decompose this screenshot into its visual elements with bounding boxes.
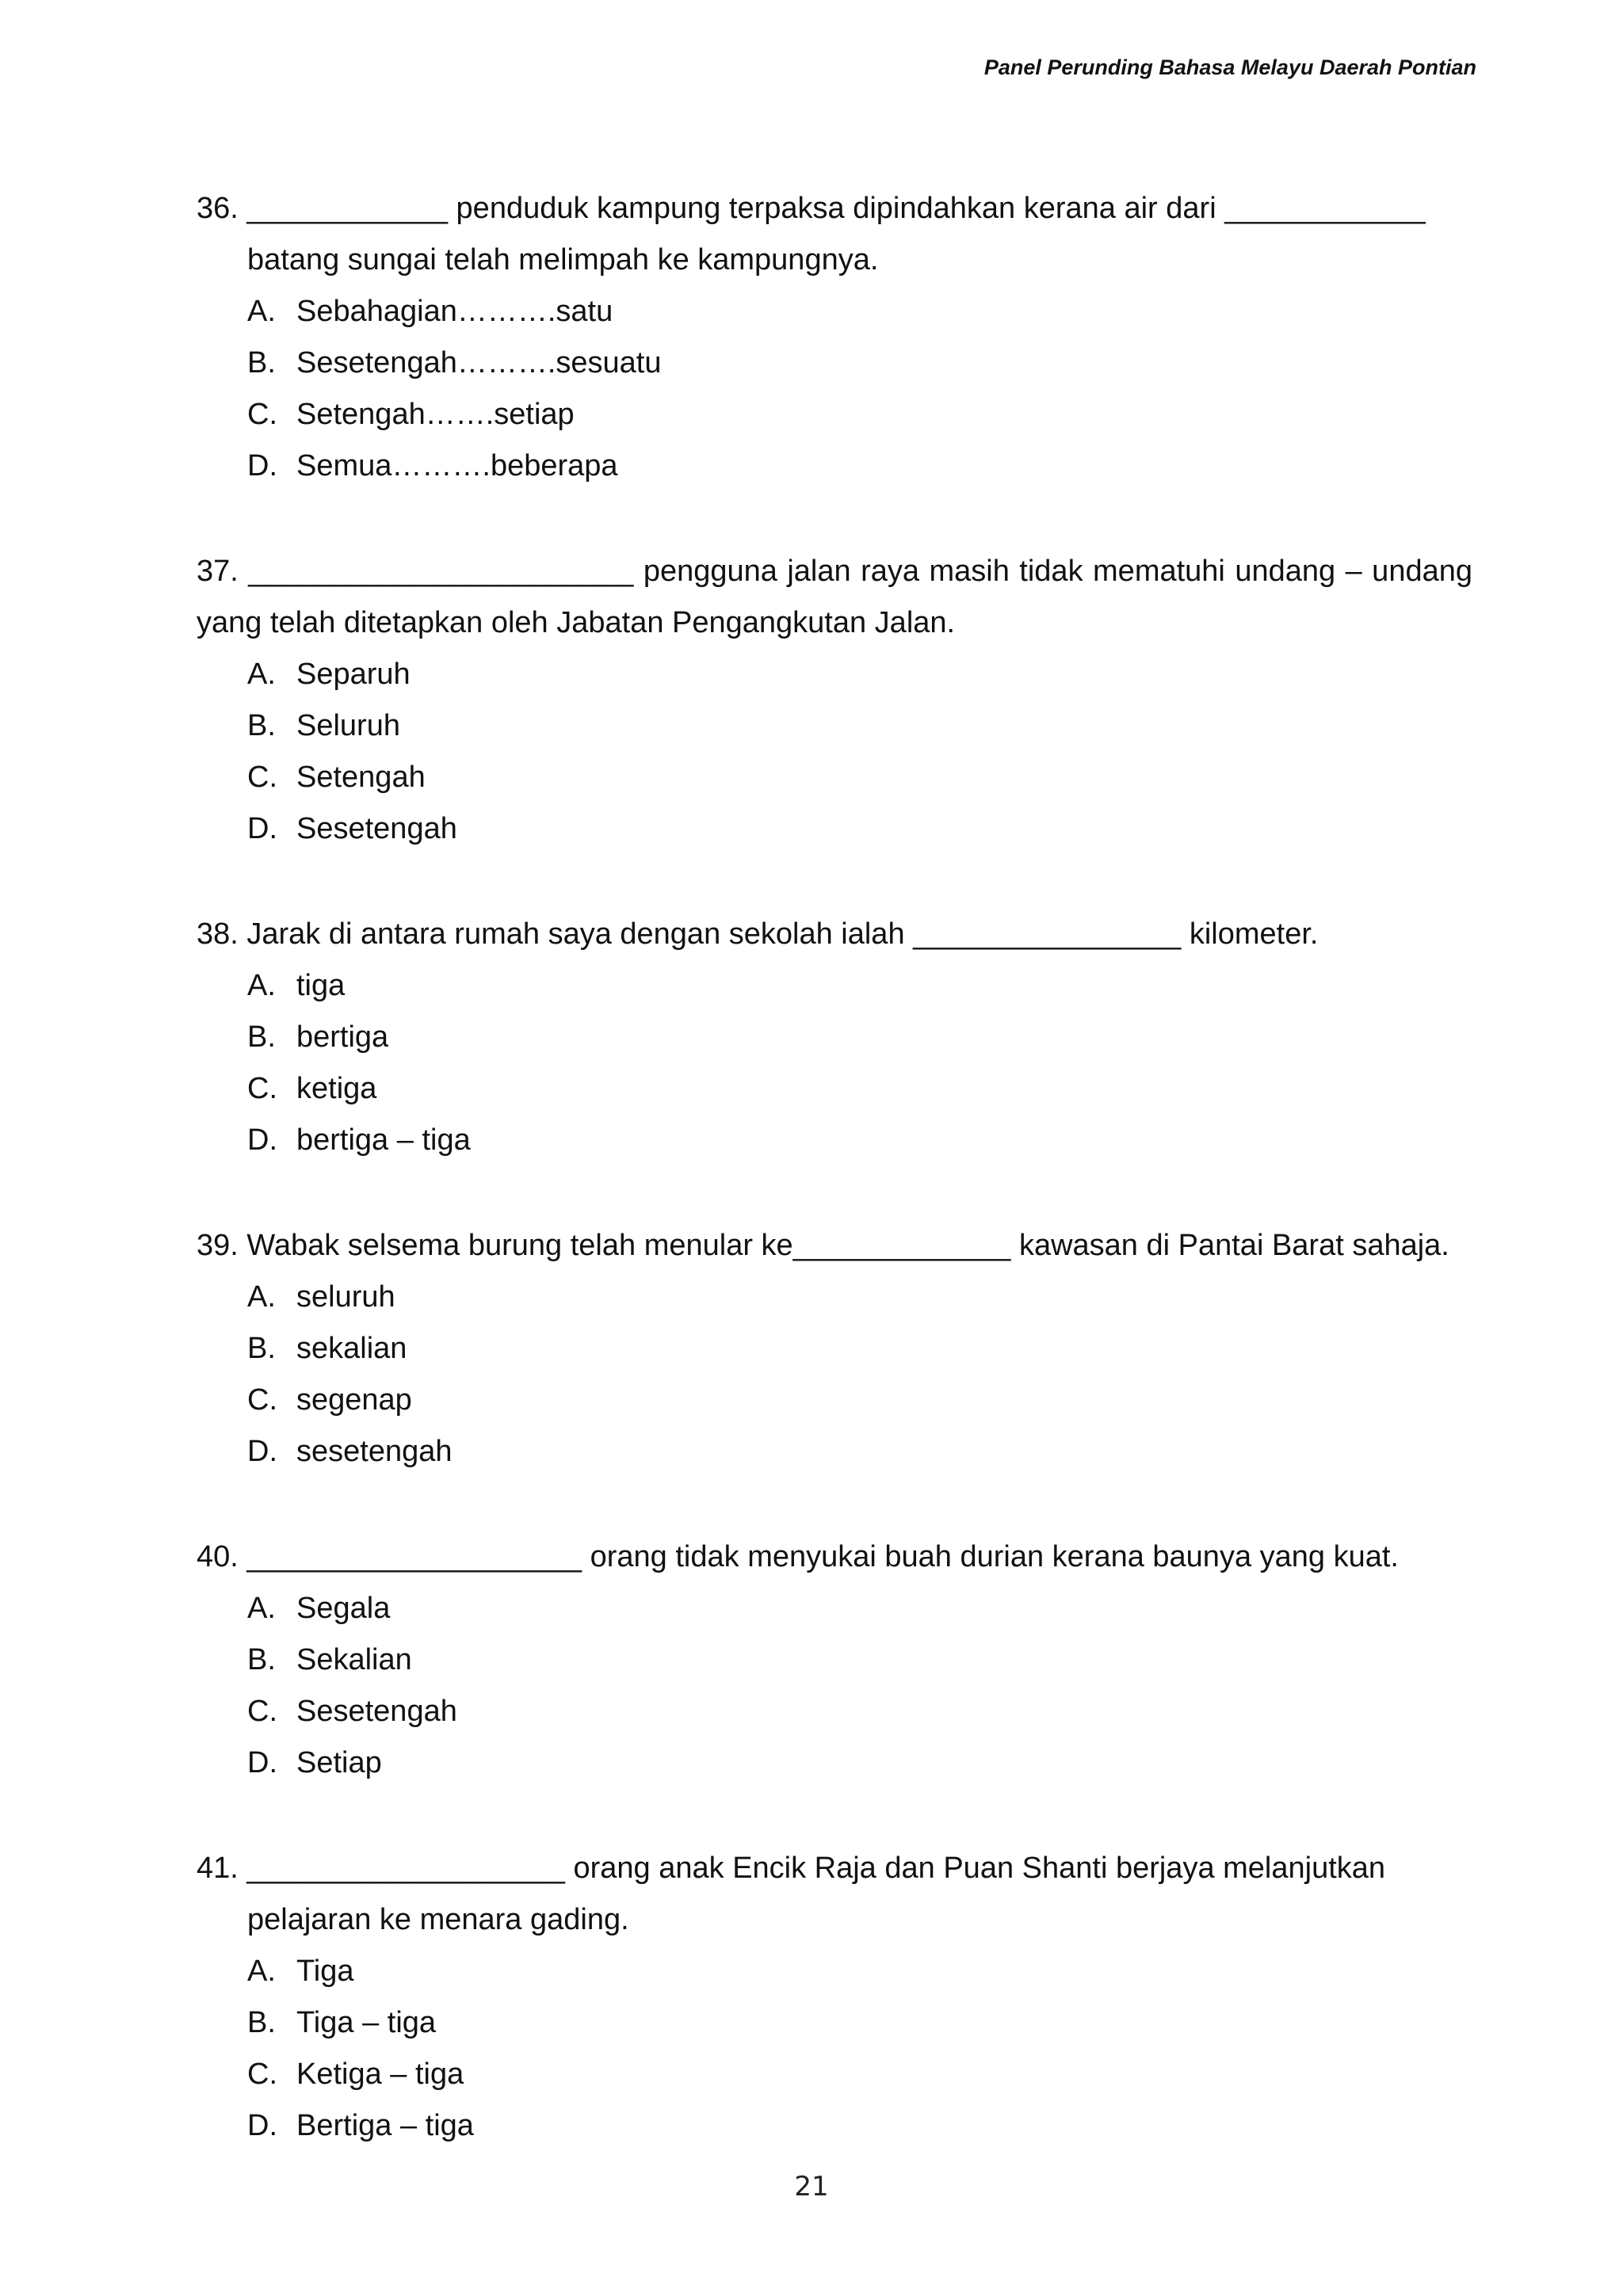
- option-text: sesetengah: [296, 1435, 453, 1468]
- option-b: [247, 700, 1472, 752]
- option-text: bertiga – tiga: [296, 1123, 471, 1157]
- option-b: [247, 1997, 1472, 2049]
- option-a: [247, 649, 1472, 700]
- option-c: [247, 752, 1472, 803]
- question-stem-continued: batang sungai telah melimpah ke kampungnya.: [247, 243, 879, 277]
- option-text: Seluruh: [296, 709, 400, 742]
- option-letter: B.: [247, 1020, 276, 1054]
- option-c: [247, 1063, 1472, 1115]
- option-letter: C.: [247, 761, 277, 794]
- option-d: [247, 1426, 1472, 1478]
- option-text: sekalian: [296, 1332, 407, 1365]
- option-c: [247, 1686, 1472, 1737]
- option-list: [197, 1272, 1472, 1478]
- option-letter: D.: [247, 1746, 277, 1779]
- option-d: [247, 803, 1472, 855]
- option-letter: A.: [247, 658, 276, 691]
- option-a: [247, 1946, 1472, 1997]
- option-text: Tiga – tiga: [296, 2006, 437, 2039]
- option-d: [247, 1737, 1472, 1789]
- option-b: [247, 1323, 1472, 1375]
- question-stem-continued: yang telah ditetapkan oleh Jabatan Pengangkutan Jalan.: [197, 606, 956, 639]
- option-text: tiga: [296, 969, 346, 1002]
- option-letter: B.: [247, 1643, 276, 1676]
- option-letter: C.: [247, 2058, 277, 2091]
- option-letter: D.: [247, 812, 277, 845]
- option-d: [247, 1115, 1472, 1166]
- option-letter: C.: [247, 1072, 277, 1105]
- question-stem: 37. _______________________ pengguna jalan raya masih tidak mematuhi undang – undang: [197, 555, 1472, 588]
- option-letter: A.: [247, 1955, 276, 1988]
- option-text: segenap: [296, 1383, 412, 1417]
- question-stem: 36. ____________ penduduk kampung terpaksa dipindahkan kerana air dari ____________: [197, 192, 1426, 225]
- option-text: ketiga: [296, 1072, 377, 1105]
- option-text: Sekalian: [296, 1643, 412, 1676]
- option-letter: D.: [247, 2109, 277, 2142]
- question-37: [197, 546, 1472, 855]
- option-letter: C.: [247, 398, 277, 431]
- option-text: Tiga: [296, 1955, 354, 1988]
- question-stem-continued: pelajaran ke menara gading.: [247, 1903, 629, 1936]
- option-c: [247, 2049, 1472, 2100]
- option-text: Sesetengah……….sesuatu: [296, 346, 662, 379]
- option-list: [197, 286, 1472, 492]
- option-letter: C.: [247, 1695, 277, 1728]
- question-stem: 38. Jarak di antara rumah saya dengan sekolah ialah ________________ kilometer.: [197, 917, 1319, 951]
- question-stem: 41. ___________________ orang anak Encik Raja dan Puan Shanti berjaya melanjutkan: [197, 1852, 1386, 1885]
- option-a: [247, 1583, 1472, 1634]
- option-c: [247, 1375, 1472, 1426]
- option-letter: B.: [247, 2006, 276, 2039]
- option-letter: D.: [247, 1435, 277, 1468]
- option-list: [197, 649, 1472, 855]
- option-text: Separuh: [296, 658, 411, 691]
- question-40: [197, 1531, 1472, 1789]
- option-letter: D.: [247, 449, 277, 482]
- option-a: [247, 960, 1472, 1012]
- option-text: Ketiga – tiga: [296, 2058, 464, 2091]
- option-text: Setengah: [296, 761, 426, 794]
- question-stem: 39. Wabak selsema burung telah menular ke_____________ kawasan di Pantai Barat sahaja.: [197, 1229, 1449, 1262]
- question-38: [197, 909, 1472, 1166]
- option-text: Sesetengah: [296, 1695, 457, 1728]
- option-letter: A.: [247, 295, 276, 328]
- option-list: [197, 1583, 1472, 1789]
- option-text: seluruh: [296, 1280, 395, 1314]
- option-letter: B.: [247, 709, 276, 742]
- option-letter: A.: [247, 1592, 276, 1625]
- option-text: Semua……….beberapa: [296, 449, 618, 482]
- option-list: [197, 960, 1472, 1166]
- option-text: Sesetengah: [296, 812, 457, 845]
- option-letter: B.: [247, 1332, 276, 1365]
- option-letter: B.: [247, 346, 276, 379]
- option-a: [247, 1272, 1472, 1323]
- option-letter: C.: [247, 1383, 277, 1417]
- page-number: 21: [794, 2171, 829, 2203]
- option-text: Setengah…….setiap: [296, 398, 575, 431]
- option-text: Setiap: [296, 1746, 382, 1779]
- option-b: [247, 338, 1472, 389]
- question-stem: 40. ____________________ orang tidak menyukai buah durian kerana baunya yang kuat.: [197, 1540, 1399, 1573]
- option-text: Segala: [296, 1592, 391, 1625]
- option-a: [247, 286, 1472, 338]
- option-text: Bertiga – tiga: [296, 2109, 474, 2142]
- option-text: Sebahagian……….satu: [296, 295, 613, 328]
- option-letter: A.: [247, 969, 276, 1002]
- page-header: Panel Perunding Bahasa Melayu Daerah Pontian: [983, 55, 1476, 79]
- option-c: [247, 389, 1472, 441]
- option-b: [247, 1634, 1472, 1686]
- option-b: [247, 1012, 1472, 1063]
- option-d: [247, 441, 1472, 492]
- option-d: [247, 2100, 1472, 2152]
- option-list: [197, 1946, 1472, 2152]
- option-letter: D.: [247, 1123, 277, 1157]
- option-letter: A.: [247, 1280, 276, 1314]
- option-text: bertiga: [296, 1020, 389, 1054]
- question-39: [197, 1220, 1472, 1478]
- question-41: [197, 1843, 1472, 2152]
- question-36: [197, 183, 1472, 492]
